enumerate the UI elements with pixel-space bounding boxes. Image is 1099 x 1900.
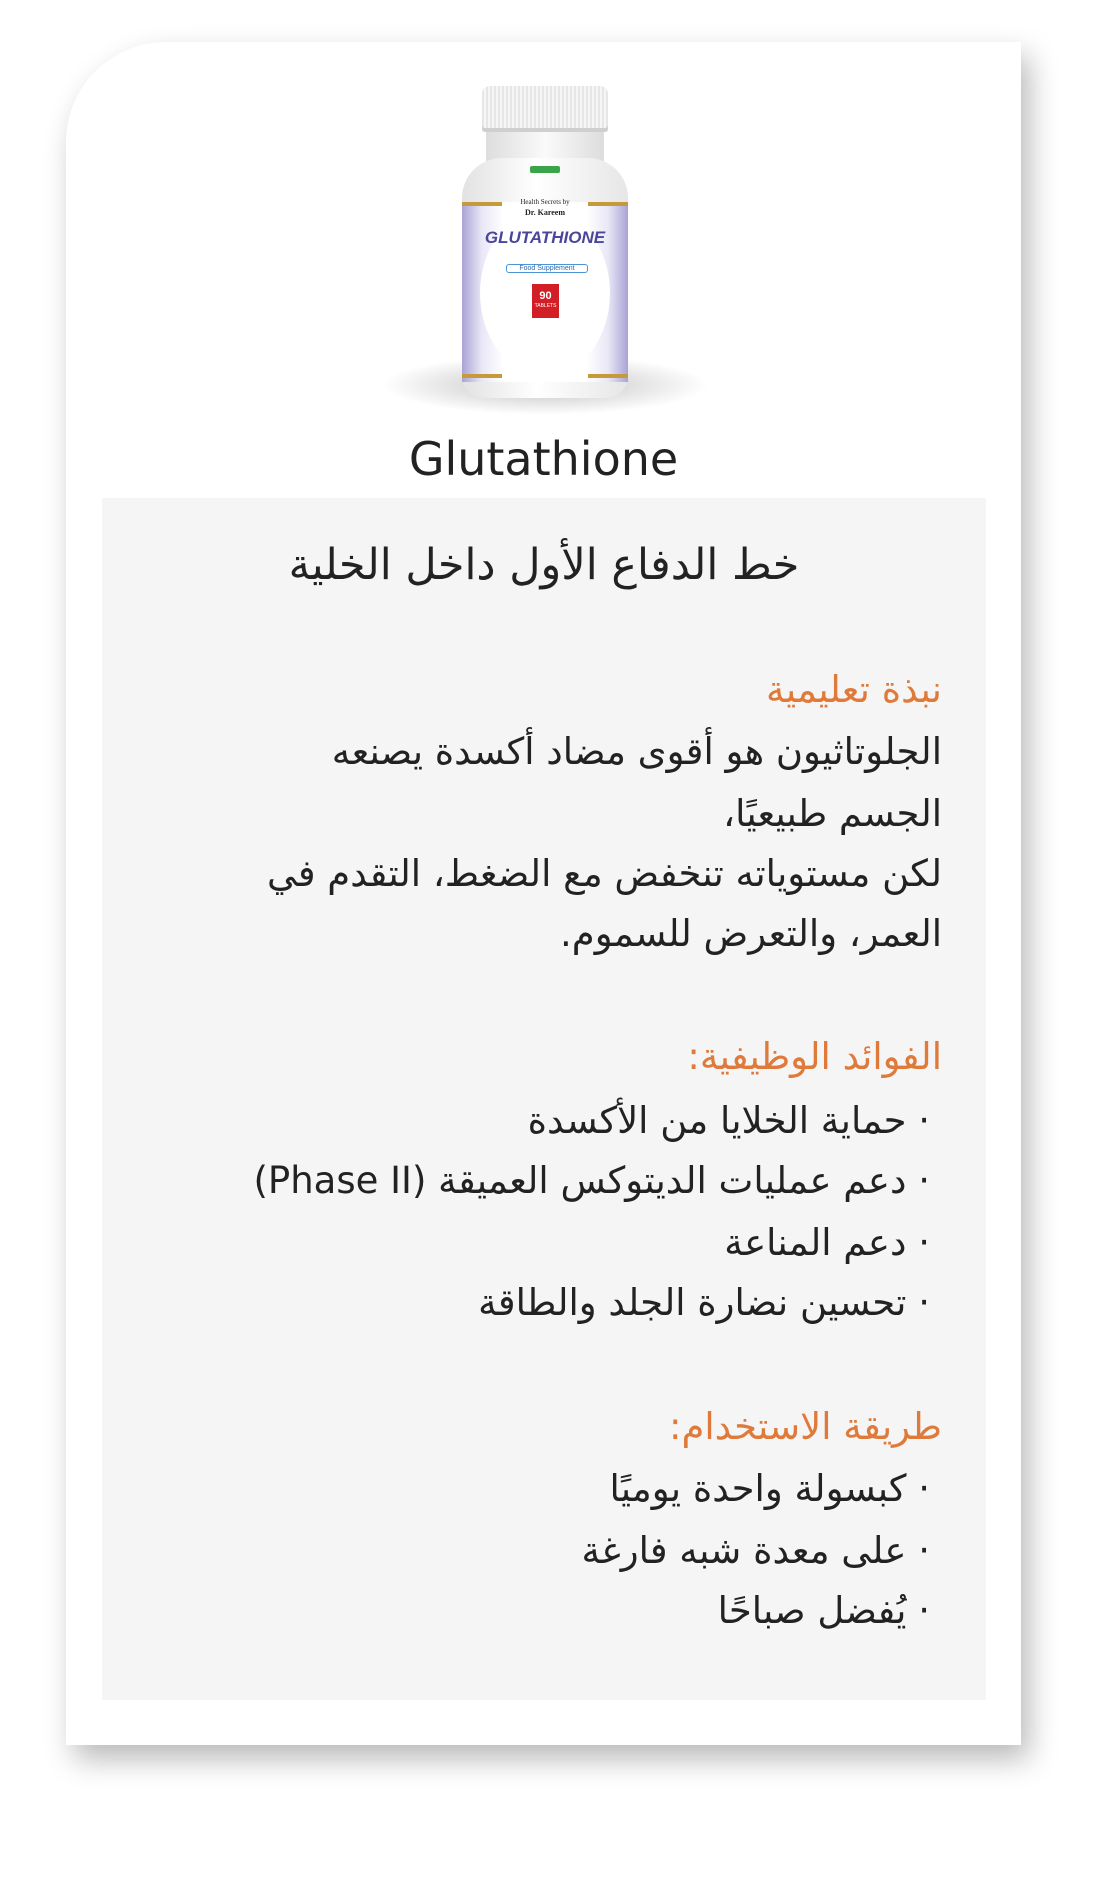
benefits-heading: الفوائد الوظيفية: bbox=[687, 1035, 942, 1078]
intro-line: العمر، والتعرض للسموم. bbox=[560, 912, 942, 955]
tagline: خط الدفاع الأول داخل الخلية bbox=[288, 540, 800, 590]
benefit-item: · تحسين نضارة الجلد والطاقة bbox=[478, 1281, 930, 1324]
benefit-item: · دعم المناعة bbox=[724, 1221, 930, 1264]
gold-stripe bbox=[588, 374, 628, 378]
count-badge bbox=[532, 284, 559, 318]
intro-line: الجلوتاثيون هو أقوى مضاد أكسدة يصنعه bbox=[331, 730, 942, 773]
herbal-logo-icon bbox=[530, 166, 560, 173]
usage-item: · كبسولة واحدة يوميًا bbox=[609, 1467, 930, 1510]
count-value: 90 bbox=[539, 290, 552, 302]
label-brand-name: Dr. Kareem bbox=[525, 208, 565, 217]
usage-item: · يُفضل صباحًا bbox=[717, 1589, 930, 1632]
intro-line: الجسم طبيعيًا، bbox=[723, 792, 942, 835]
usage-item: · على معدة شبه فارغة bbox=[581, 1529, 930, 1572]
intro-line: لكن مستوياته تنخفض مع الضغط، التقدم في bbox=[267, 852, 942, 895]
bottle-cap bbox=[482, 86, 608, 132]
product-title: Glutathione bbox=[408, 432, 679, 486]
label-type: Food Supplement bbox=[506, 264, 588, 273]
benefit-item: · حماية الخلايا من الأكسدة bbox=[527, 1099, 930, 1142]
gold-stripe bbox=[462, 374, 502, 378]
benefit-item: · دعم عمليات الديتوكس العميقة (Phase II) bbox=[253, 1159, 930, 1202]
label-brand-line: Health Secrets by bbox=[520, 198, 570, 206]
label-product-name: GLUTATHIONE bbox=[484, 228, 606, 247]
count-unit: TABLETS bbox=[534, 303, 557, 309]
usage-heading: طريقة الاستخدام: bbox=[669, 1405, 942, 1448]
intro-heading: نبذة تعليمية bbox=[766, 668, 942, 711]
product-image bbox=[462, 86, 628, 406]
